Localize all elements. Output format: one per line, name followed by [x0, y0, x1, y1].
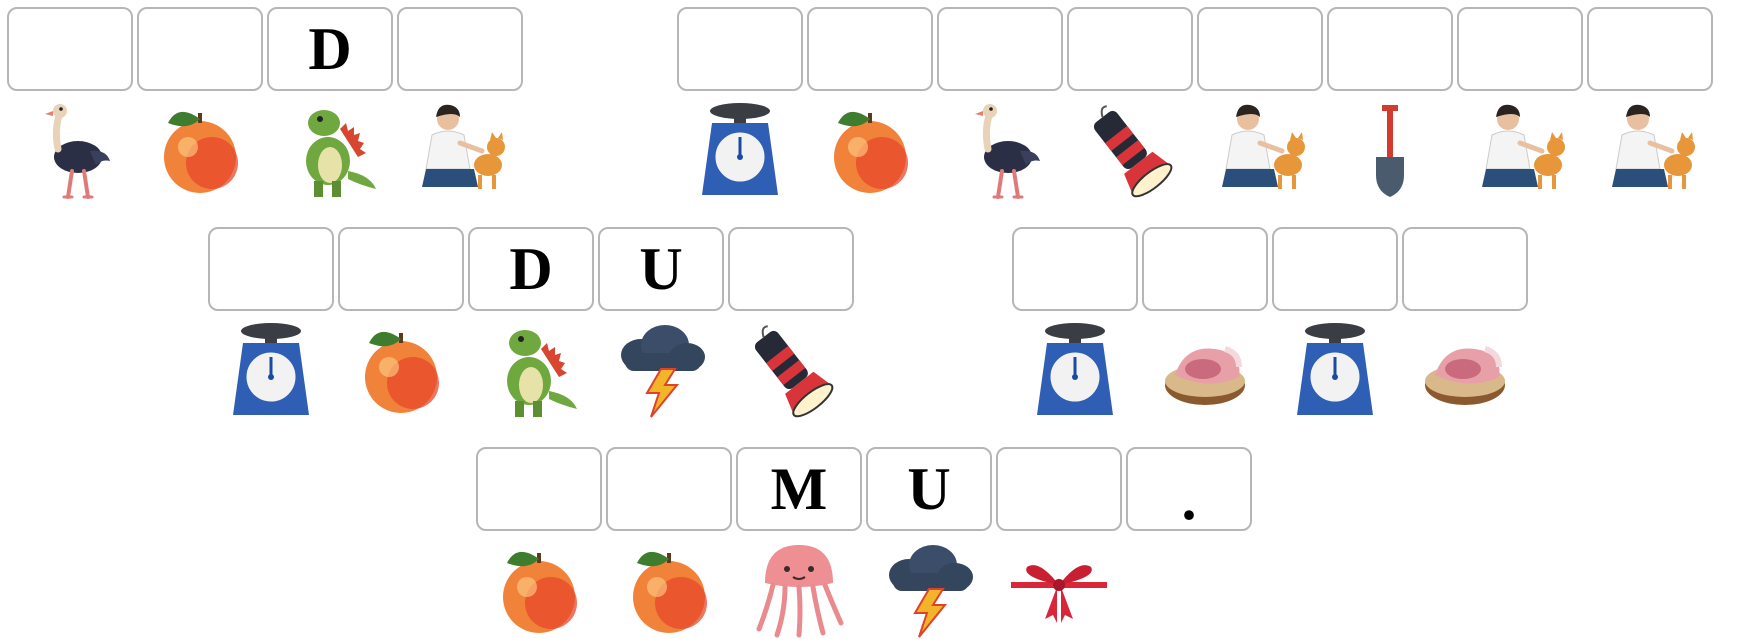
letter-box[interactable]: D	[468, 227, 594, 311]
letter-box[interactable]	[996, 447, 1122, 531]
vet-cat-icon	[1457, 99, 1583, 199]
letter-box[interactable]	[1457, 7, 1583, 91]
peach-icon	[606, 539, 732, 639]
ham-icon	[1402, 319, 1528, 419]
dinosaur-icon	[468, 319, 594, 419]
letter-box[interactable]	[1197, 7, 1323, 91]
letter-box[interactable]	[1272, 227, 1398, 311]
letter-box[interactable]	[937, 7, 1063, 91]
letter-box[interactable]	[7, 7, 133, 91]
letter-box[interactable]	[1402, 227, 1528, 311]
letter-box[interactable]	[338, 227, 464, 311]
letter-row	[476, 447, 1252, 531]
ostrich-icon	[7, 99, 133, 199]
letter-box[interactable]: U	[598, 227, 724, 311]
peach-icon	[137, 99, 263, 199]
peach-icon	[476, 539, 602, 639]
vet-cat-icon	[1587, 99, 1713, 199]
scale-icon	[1272, 319, 1398, 419]
word-3	[208, 227, 854, 419]
shovel-icon	[1327, 99, 1453, 199]
letter-box[interactable]	[1327, 7, 1453, 91]
storm-cloud-icon	[866, 539, 992, 639]
flashlight-icon	[1067, 99, 1193, 199]
letter-box[interactable]	[1587, 7, 1713, 91]
ham-icon	[1142, 319, 1268, 419]
peach-icon	[338, 319, 464, 419]
ribbon-bow-icon	[996, 539, 1122, 639]
jellyfish-icon	[736, 539, 862, 639]
letter-box[interactable]	[728, 227, 854, 311]
letter-box[interactable]: .	[1126, 447, 1252, 531]
letter-box[interactable]	[1142, 227, 1268, 311]
letter-box[interactable]	[807, 7, 933, 91]
scale-icon	[677, 99, 803, 199]
picture-row	[677, 99, 1713, 199]
letter-box[interactable]: U	[866, 447, 992, 531]
letter-box[interactable]	[1012, 227, 1138, 311]
letter-box[interactable]	[606, 447, 732, 531]
letter-box[interactable]	[476, 447, 602, 531]
picture-row	[1012, 319, 1528, 419]
vet-cat-icon	[1197, 99, 1323, 199]
word-5	[476, 447, 1252, 639]
flashlight-icon	[728, 319, 854, 419]
scale-icon	[1012, 319, 1138, 419]
letter-row	[208, 227, 854, 311]
scale-icon	[208, 319, 334, 419]
letter-box[interactable]	[677, 7, 803, 91]
letter-box[interactable]: D	[267, 7, 393, 91]
letter-box[interactable]	[1067, 7, 1193, 91]
word-1	[7, 7, 523, 199]
letter-row	[677, 7, 1713, 91]
vet-cat-icon	[397, 99, 523, 199]
letter-box[interactable]	[208, 227, 334, 311]
storm-cloud-icon	[598, 319, 724, 419]
word-2	[677, 7, 1713, 199]
word-4	[1012, 227, 1528, 419]
letter-row	[7, 7, 523, 91]
dinosaur-icon	[267, 99, 393, 199]
ostrich-icon	[937, 99, 1063, 199]
peach-icon	[807, 99, 933, 199]
letter-row	[1012, 227, 1528, 311]
picture-row	[476, 539, 1252, 639]
picture-row	[7, 99, 523, 199]
letter-box[interactable]	[397, 7, 523, 91]
letter-box[interactable]	[137, 7, 263, 91]
letter-box[interactable]: M	[736, 447, 862, 531]
picture-row	[208, 319, 854, 419]
